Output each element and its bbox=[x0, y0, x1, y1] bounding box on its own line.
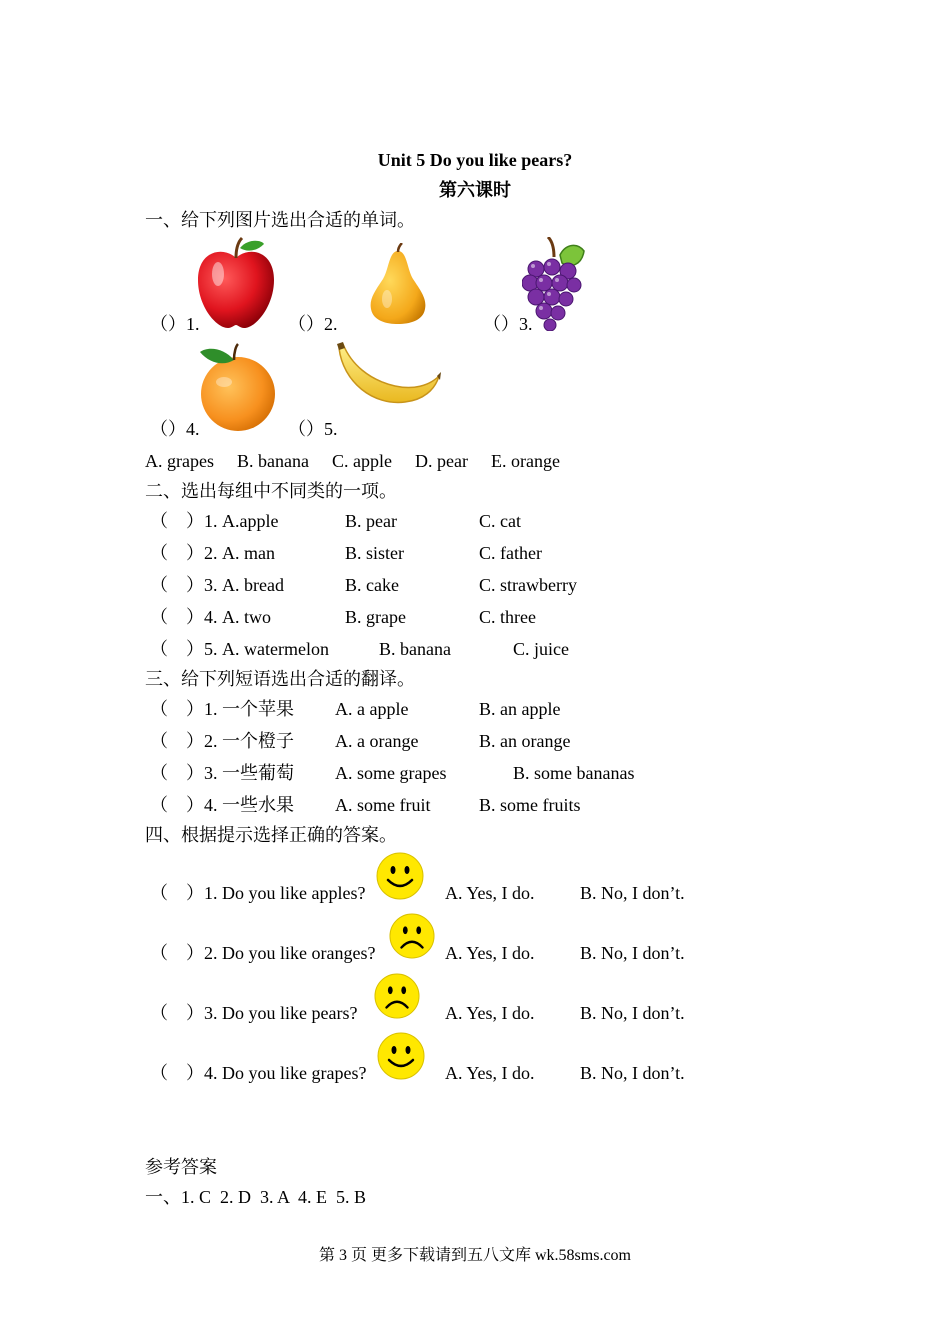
picture-item-5: （）5. bbox=[288, 419, 338, 439]
s4-row3-option-a: A. Yes, I do. bbox=[445, 1003, 535, 1023]
word-option-e: E. orange bbox=[491, 451, 560, 471]
page-title: Unit 5 Do you like pears? bbox=[377, 150, 573, 170]
sad-face-icon bbox=[374, 973, 420, 1019]
s2-row2-question: （ ）2. A. man bbox=[150, 543, 275, 563]
word-option-a: A. grapes bbox=[145, 451, 214, 471]
s2-row1-question: （ ）1. A.apple bbox=[150, 511, 279, 531]
s4-row2-question: （ ）2. Do you like oranges? bbox=[150, 943, 376, 963]
apple-icon bbox=[194, 236, 278, 330]
answers-heading: 参考答案 bbox=[145, 1157, 217, 1177]
s2-row4-option-b: B. grape bbox=[345, 607, 406, 627]
happy-face-icon bbox=[376, 852, 424, 900]
s4-row1-option-a: A. Yes, I do. bbox=[445, 883, 535, 903]
s3-row4-option-b: B. some fruits bbox=[479, 795, 581, 815]
word-option-b: B. banana bbox=[237, 451, 309, 471]
page-footer: 第 3 页 更多下载请到五八文库 wk.58sms.com bbox=[318, 1247, 631, 1264]
s3-row3-option-b: B. some bananas bbox=[513, 763, 635, 783]
s3-row1-option-a: A. a apple bbox=[335, 699, 409, 719]
s2-row5-option-c: C. juice bbox=[513, 639, 569, 659]
s3-row2-option-a: A. a orange bbox=[335, 731, 419, 751]
s3-row2-option-b: B. an orange bbox=[479, 731, 571, 751]
s2-row3-option-b: B. cake bbox=[345, 575, 399, 595]
s2-row3-option-c: C. strawberry bbox=[479, 575, 577, 595]
happy-face-icon bbox=[377, 1032, 425, 1080]
s2-row2-option-c: C. father bbox=[479, 543, 542, 563]
section2-heading: 二、选出每组中不同类的一项。 bbox=[145, 481, 397, 501]
s4-row4-option-a: A. Yes, I do. bbox=[445, 1063, 535, 1083]
orange-icon bbox=[196, 342, 278, 432]
s3-row4-question: （ ）4. 一些水果 bbox=[150, 795, 294, 815]
s3-row3-option-a: A. some grapes bbox=[335, 763, 447, 783]
s3-row2-question: （ ）2. 一个橙子 bbox=[150, 731, 294, 751]
s3-row4-option-a: A. some fruit bbox=[335, 795, 431, 815]
picture-item-1: （）1. bbox=[150, 314, 200, 334]
word-option-d: D. pear bbox=[415, 451, 468, 471]
picture-item-4: （）4. bbox=[150, 419, 200, 439]
s4-row4-question: （ ）4. Do you like grapes? bbox=[150, 1063, 367, 1083]
s3-row1-question: （ ）1. 一个苹果 bbox=[150, 699, 294, 719]
picture-item-2: （）2. bbox=[288, 314, 338, 334]
s4-row2-option-b: B. No, I don’t. bbox=[580, 943, 685, 963]
section3-heading: 三、给下列短语选出合适的翻译。 bbox=[145, 669, 415, 689]
s4-row3-option-b: B. No, I don’t. bbox=[580, 1003, 685, 1023]
s4-row3-question: （ ）3. Do you like pears? bbox=[150, 1003, 358, 1023]
sad-face-icon bbox=[389, 913, 435, 959]
s2-row1-option-b: B. pear bbox=[345, 511, 397, 531]
s4-row4-option-b: B. No, I don’t. bbox=[580, 1063, 685, 1083]
s4-row1-question: （ ）1. Do you like apples? bbox=[150, 883, 366, 903]
s2-row2-option-b: B. sister bbox=[345, 543, 405, 563]
banana-icon bbox=[333, 342, 441, 410]
answers-line-1: 一、1. C 2. D 3. A 4. E 5. B bbox=[145, 1187, 367, 1207]
word-option-c: C. apple bbox=[332, 451, 392, 471]
s2-row5-option-b: B. banana bbox=[379, 639, 451, 659]
section4-heading: 四、根据提示选择正确的答案。 bbox=[145, 825, 397, 845]
picture-item-3: （）3. bbox=[483, 314, 533, 334]
s4-row2-option-a: A. Yes, I do. bbox=[445, 943, 535, 963]
s2-row3-question: （ ）3. A. bread bbox=[150, 575, 284, 595]
page-subtitle: 第六课时 bbox=[439, 180, 511, 200]
s2-row1-option-c: C. cat bbox=[479, 511, 521, 531]
s2-row4-option-c: C. three bbox=[479, 607, 536, 627]
s3-row3-question: （ ）3. 一些葡萄 bbox=[150, 763, 294, 783]
s3-row1-option-b: B. an apple bbox=[479, 699, 561, 719]
s2-row5-question: （ ）5. A. watermelon bbox=[150, 639, 329, 659]
s2-row4-question: （ ）4. A. two bbox=[150, 607, 271, 627]
section1-heading: 一、给下列图片选出合适的单词。 bbox=[145, 210, 415, 230]
pear-icon bbox=[367, 243, 429, 325]
s4-row1-option-b: B. No, I don’t. bbox=[580, 883, 685, 903]
